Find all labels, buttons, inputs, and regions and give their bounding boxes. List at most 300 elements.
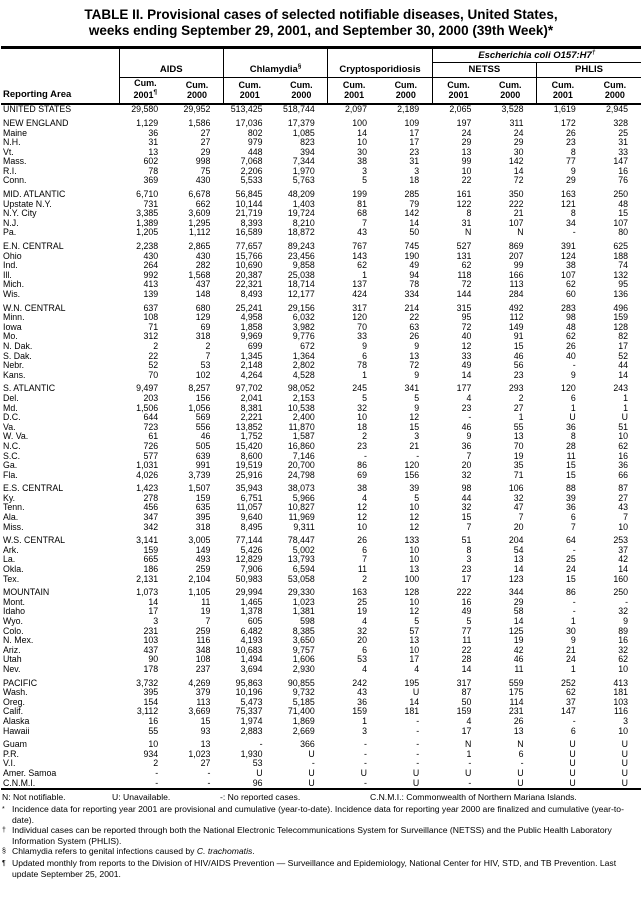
table-cell: 9,640 [240,513,263,523]
table-cell: U [256,768,263,778]
table-cell: 8,495 [240,522,263,532]
table-cell: 10 [618,664,628,674]
table-row [1,119,641,129]
table-row [1,394,641,404]
table-cell: 3,385 [136,209,159,219]
table-cell: 5,002 [292,545,315,555]
table-row [1,750,641,760]
table-cell: 17,379 [287,118,315,128]
table-cell: 5,473 [240,697,263,707]
row-label: Ark. [3,545,19,555]
table-cell: 1,073 [136,588,159,598]
table-cell: 42 [513,645,524,655]
table-cell: 142 [508,157,524,167]
table-cell: - [416,759,420,769]
table-cell: 32 [461,503,472,513]
table-cell: 136 [613,290,628,299]
table-cell: 17 [461,574,472,584]
table-cell: 131 [456,251,472,261]
table-cell: U [360,768,367,778]
row-label: Kans. [3,370,26,380]
table-cell: 50 [409,228,420,238]
table-cell: 518,744 [282,104,315,115]
table-cell: 7 [205,617,211,626]
table-cell: 1,974 [240,716,263,726]
table-cell: 21 [409,441,420,451]
table-row [1,494,641,504]
table-cell: 20 [357,636,367,646]
table-cell: 149 [508,322,524,332]
table-cell: - [468,413,472,423]
table-cell: 64 [565,536,576,546]
table-cell: - [572,597,576,607]
table-cell: 7,344 [292,157,315,167]
table-cell: - [468,778,472,788]
table-title [0,7,642,39]
table-cell: 30 [513,147,524,157]
table-cell: 8,210 [292,218,315,228]
table-cell: 29 [513,597,524,607]
table-row [1,536,641,546]
table-cell: 559 [508,678,524,688]
table-cell: 991 [195,461,211,471]
table-cell: 38 [357,484,367,494]
table-cell: 98,052 [287,384,315,394]
table-cell: U [621,749,628,759]
table-cell: 48 [618,199,628,209]
table-cell: 90 [148,655,159,665]
table-cell: 726 [143,441,159,451]
table-cell: 1,205 [136,228,159,238]
table-cell: 231 [508,707,524,717]
table-cell: 13 [148,147,159,157]
table-cell: 62 [565,332,576,342]
table-cell: 328 [613,118,628,128]
table-cell: 199 [352,190,367,200]
table-cell: 35,943 [235,484,263,494]
table-row [1,588,641,598]
table-cell: 97,702 [235,384,263,394]
table-cell: 5 [414,393,420,403]
table-cell: 1 [570,403,576,413]
table-cell: 18 [357,422,367,432]
table-cell: 15 [618,209,628,219]
column-header: Cum. 2000 [589,78,641,105]
table-cell: 15 [565,470,576,480]
table-cell: 19 [513,451,524,461]
table-cell: 253 [613,536,628,546]
table-cell: 50,983 [235,574,263,584]
table-cell: 395 [143,688,159,698]
table-row [1,313,641,323]
row-label: N. Mex. [3,636,34,646]
table-cell: 250 [613,588,628,598]
table-cell: 25 [618,128,628,138]
table-row [1,627,641,637]
footnote-text: Chlamydia refers to genital infections caused by C. trachomatis. [12,846,255,857]
table-cell: 26 [565,341,576,351]
legend-cnmi: C.N.M.I.: Commonwealth of Northern Mariana Islands. [370,792,577,803]
table-row [1,261,641,271]
table-cell: 1 [362,370,367,380]
table-cell: 108 [143,313,159,323]
row-label: Wyo. [3,617,23,626]
table-cell: U [517,768,524,778]
table-cell: 20 [461,461,472,471]
table-cell: 2,148 [240,361,263,371]
table-cell: 98 [565,313,576,323]
table-row [1,655,641,665]
table-row [1,148,641,158]
row-label: Colo. [3,626,24,636]
table-cell: 7 [205,351,211,361]
table-cell: 23,456 [287,251,315,261]
table-cell: U [569,778,576,788]
row-label: Utah [3,655,22,665]
column-header: Cum. 2001 [223,78,275,105]
table-cell: 23 [357,441,367,451]
table-cell: 13,793 [287,555,315,565]
table-cell: 8 [466,209,472,219]
table-cell: U [412,688,420,698]
table-cell: 46 [513,351,524,361]
table-cell: 139 [143,290,159,299]
row-label: Okla. [3,565,24,575]
table-cell: 505 [195,441,211,451]
table-cell: 15 [565,461,576,471]
footnote-text: Incidence data for reporting year 2001 are provisional and cumulative (year-to-date). Incidence data for reporting year 2000 are finalized and cumulative (year-to-date). [12,804,624,825]
table-cell: 605 [247,617,263,626]
table-cell: U [621,413,628,423]
table-row [1,555,641,565]
table-cell: 3 [623,716,628,726]
table-cell: 20,387 [235,270,263,280]
table-cell: 8,600 [240,451,263,461]
table-cell: 1,389 [136,218,159,228]
table-cell: 100 [404,574,420,584]
row-label: MID. ATLANTIC [3,190,66,200]
row-label: Guam [3,740,27,750]
table-cell: 10,690 [235,261,263,271]
table-cell: 12 [409,513,420,523]
column-header: Cum. 2000 [276,78,328,105]
table-cell: 118 [457,270,472,280]
table-cell: 207 [508,251,524,261]
table-row [1,503,641,513]
table-row [1,646,641,656]
table-cell: 142 [404,209,420,219]
table-cell: 430 [195,251,211,261]
table-cell: 51 [461,536,472,546]
table-cell: 8 [466,545,472,555]
table-cell: 6 [570,393,576,403]
table-cell: 3 [414,432,420,442]
table-cell: 29,156 [287,303,315,313]
table-cell: 430 [195,176,211,186]
table-cell: 6,710 [136,190,159,200]
table-cell: 1,023 [188,749,211,759]
row-label: Conn. [3,176,27,186]
table-cell: 74 [618,261,628,271]
table-cell: 802 [247,128,263,138]
table-row [1,219,641,229]
table-cell: 99 [461,157,472,167]
table-cell: 1,568 [188,270,211,280]
table-cell: 9 [623,617,628,626]
table-cell: 32 [618,645,628,655]
row-label: N.C. [3,441,21,451]
table-cell: 9,969 [240,332,263,342]
table-cell: 14 [357,128,367,138]
table-cell: U [308,749,315,759]
column-header: Cum. 2001 [328,78,380,105]
table-cell: 16 [618,166,628,176]
table-cell: - [364,749,367,759]
table-cell: 723 [143,422,159,432]
table-cell: 9,311 [293,522,315,532]
table-cell: 89 [618,626,628,636]
table-cell: 11 [514,664,524,674]
table-cell: 77,657 [235,242,263,252]
table-cell: 39 [565,493,576,503]
table-cell: 598 [300,617,315,626]
row-label: Calif. [3,707,24,717]
table-cell: 2,131 [136,574,159,584]
table-cell: - [207,778,211,788]
table-row [1,617,641,627]
table-cell: 7 [362,555,367,565]
table-cell: 178 [143,664,159,674]
footnote-mark: † [2,827,6,835]
table-cell: 3,732 [136,678,159,688]
table-cell: 10 [409,645,420,655]
table-cell: 1,129 [136,118,159,128]
table-cell: 106 [508,484,524,494]
table-cell: 37 [565,697,576,707]
table-cell: 91 [513,332,524,342]
table-cell: 154 [143,697,159,707]
table-cell: 1,295 [188,218,211,228]
table-row [1,717,641,727]
table-cell: 38 [565,261,576,271]
table-cell: 2 [518,393,524,403]
table-cell: 672 [300,341,315,351]
table-row [1,167,641,177]
table-cell: 36 [357,697,367,707]
table-cell: 4 [362,664,367,674]
table-cell: 16,860 [287,441,315,451]
table-cell: 1 [570,617,576,626]
table-cell: 7 [570,522,576,532]
table-cell: 391 [561,242,576,252]
table-cell: 1,506 [136,403,159,413]
row-label: S. ATLANTIC [3,384,56,394]
footnote [2,846,638,858]
table-cell: 29,330 [287,588,315,598]
table-cell: 159 [613,313,628,323]
table-cell: 18 [409,176,420,186]
table-cell: U [621,778,628,788]
table-row [1,575,641,585]
table-cell: 149 [195,545,211,555]
table-cell: 602 [143,157,159,167]
table-cell: - [364,451,367,461]
table-cell: 12 [409,522,420,532]
table-cell: 8,257 [188,384,211,394]
table-row [1,779,641,790]
table-cell: 29 [565,176,576,186]
table-cell: 80 [618,228,628,238]
table-cell: 186 [143,565,159,575]
table-cell: 36 [148,128,159,138]
table-cell: 9 [570,166,576,176]
table-cell: 147 [613,157,628,167]
table-cell: 128 [404,588,420,598]
table-cell: 10 [618,726,628,736]
table-cell: 177 [456,384,472,394]
table-cell: 344 [508,588,524,598]
col-group-aids: AIDS [119,48,223,78]
table-cell: 34 [565,218,576,228]
table-cell: 120 [404,461,420,471]
table-cell: 1,056 [188,403,211,413]
table-cell: 86 [565,588,576,598]
table-cell: 166 [508,270,524,280]
table-cell: 16 [148,716,159,726]
row-label: S. Dak. [3,351,32,361]
column-header: Cum. 2000 [171,78,223,105]
table-cell: 14 [409,218,420,228]
table-cell: 62 [565,280,576,290]
table-cell: 15,420 [235,441,263,451]
table-cell: 5,763 [292,176,315,186]
table-cell: 30 [565,626,576,636]
table-cell: 347 [143,513,159,523]
table-cell: 1,619 [553,104,576,115]
row-label: P.R. [3,749,19,759]
table-cell: 2,865 [188,242,211,252]
table-cell: 40 [461,332,472,342]
table-cell: 3,005 [188,536,211,546]
table-cell: 50 [461,697,472,707]
table-cell: 6 [362,545,367,555]
table-cell: 26 [565,128,576,138]
table-cell: 24,798 [287,470,315,480]
row-label: MOUNTAIN [3,588,50,598]
table-cell: 2 [362,574,367,584]
table-cell: 1,752 [240,432,263,442]
table-cell: 315 [456,303,472,313]
table-cell: 394 [300,147,315,157]
table-cell: 15 [461,513,472,523]
table-row [1,371,641,381]
table-cell: 27 [513,403,524,413]
table-cell: 109 [404,118,420,128]
table-cell: 3,739 [188,470,211,480]
table-cell: 2,930 [292,664,315,674]
table-cell: 188 [613,251,628,261]
table-row [1,546,641,556]
table-cell: - [416,749,420,759]
table-cell: 3,669 [188,707,211,717]
table-cell: 1,105 [188,588,211,598]
table-row [1,404,641,414]
table-cell: 5,185 [292,697,315,707]
table-cell: 222 [508,199,524,209]
table-row [1,636,641,646]
table-cell: 98 [461,484,472,494]
row-label: Upstate N.Y. [3,199,52,209]
table-cell: 20 [513,522,524,532]
table-row [1,384,641,394]
table-cell: N [517,740,524,750]
table-cell: 527 [456,242,472,252]
table-cell: 70 [357,322,367,332]
row-label: Tenn. [3,503,25,513]
table-cell: 23 [409,147,420,157]
table-cell: 448 [247,147,263,157]
table-cell: - [155,778,159,788]
reporting-area-header: Reporting Area [1,48,119,105]
table-cell: 159 [456,707,472,717]
table-cell: 14 [148,597,159,607]
table-cell: 27 [618,493,628,503]
legend-no-reported-cases: -: No reported cases. [220,792,301,803]
table-cell: 27 [200,759,211,769]
table-cell: 87 [618,484,628,494]
table-cell: 29,994 [235,588,263,598]
table-cell: 318 [195,332,211,342]
table-cell: 14 [461,664,472,674]
table-cell: 513,425 [230,104,263,115]
row-label: Wash. [3,688,28,698]
row-label: Alaska [3,716,30,726]
row-label: Ky. [3,493,16,503]
table-cell: - [259,740,263,750]
table-row [1,200,641,210]
table-cell: 40 [565,351,576,361]
table-cell: 496 [613,303,628,313]
table-cell: 934 [143,749,159,759]
row-label: Fla. [3,470,18,480]
table-row [1,727,641,737]
table-cell: 635 [195,503,211,513]
table-cell: 72 [461,322,472,332]
row-label: W.S. CENTRAL [3,536,66,546]
table-cell: 1,085 [292,128,315,138]
table-cell: 366 [300,740,315,750]
table-cell: 5,426 [240,545,263,555]
table-cell: 181 [613,688,628,698]
row-label: W. Va. [3,432,29,442]
table-cell: 72 [513,176,524,186]
table-cell: 17 [409,138,420,148]
table-cell: - [364,759,367,769]
table-cell: 22 [461,176,472,186]
table-cell: 5,966 [292,493,315,503]
table-cell: 9 [362,341,367,351]
table-cell: 11 [357,565,367,575]
table-cell: 3 [414,166,420,176]
table-cell: 9,757 [292,645,315,655]
table-cell: 9 [570,370,576,380]
table-cell: U [517,778,524,788]
table-cell: 32 [357,403,367,413]
table-cell: 869 [508,242,524,252]
table-row [1,688,641,698]
row-label: Pa. [3,228,17,238]
table-cell: 36 [565,503,576,513]
